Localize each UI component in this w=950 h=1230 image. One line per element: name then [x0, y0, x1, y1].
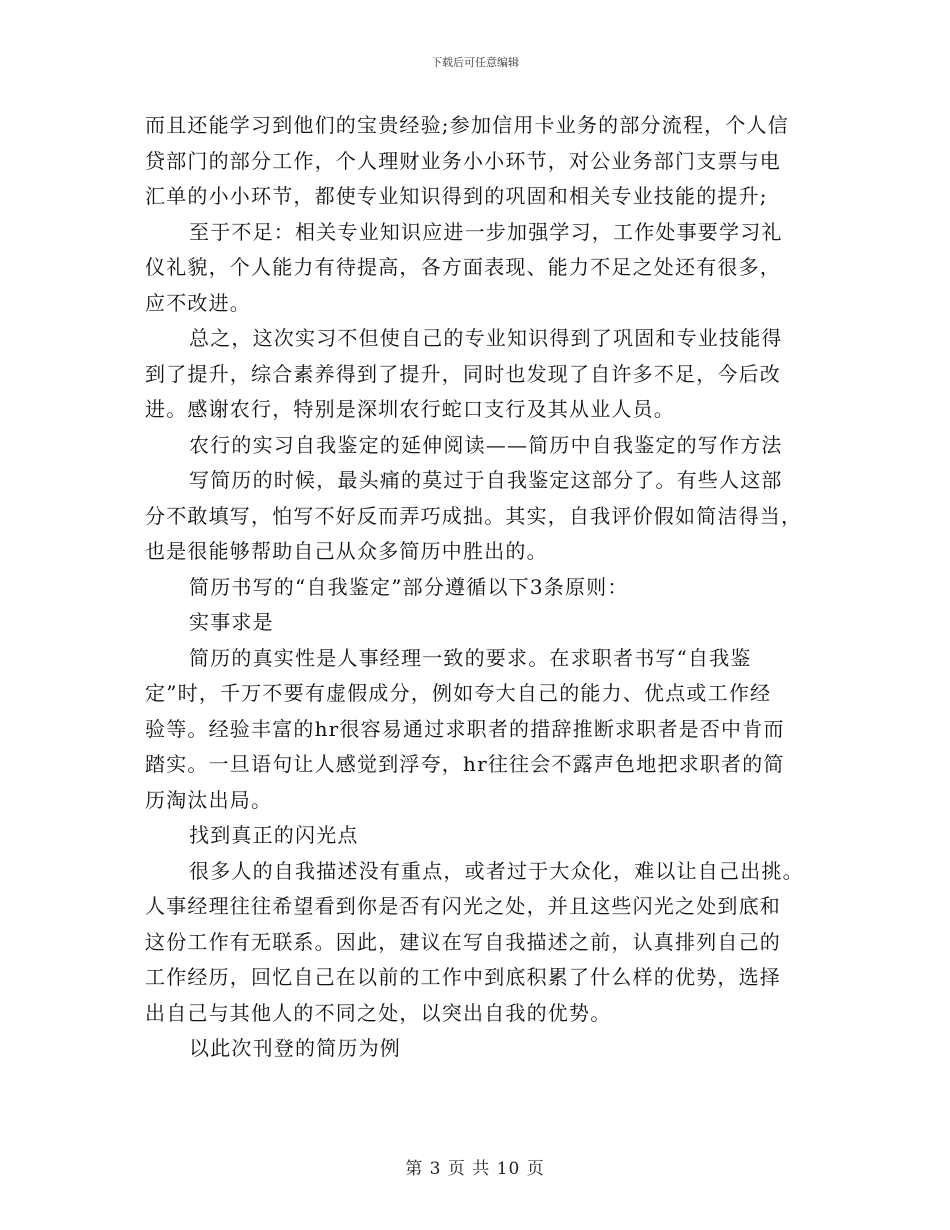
text-line: 汇单的小小环节，都使专业知识得到的巩固和相关专业技能的提升; [145, 184, 768, 208]
text-line: 人事经理往往希望看到你是否有闪光之处，并且这些闪光之处到底和 [145, 894, 781, 918]
text-line: 出自己与其他人的不同之处，以突出自我的优势。 [145, 1000, 612, 1025]
text-line: 这份工作有无联系。因此，建议在写自我描述之前，认真排列自己的 [145, 929, 781, 954]
text-line: 很多人的自我描述没有重点，或者过于大众化，难以让自己出挑。 [189, 858, 804, 883]
section-heading: 农行的实习自我鉴定的延伸阅读——简历中自我鉴定的写作方法 [189, 432, 783, 457]
text-line: 以此次刊登的简历为例 [189, 1036, 401, 1060]
text-line: 简历的真实性是人事经理一致的要求。在求职者书写“自我鉴 [189, 645, 752, 670]
text-line: 定”时，千万不要有虚假成分，例如夸大自己的能力、优点或工作经 [145, 681, 772, 705]
document-body [145, 108, 810, 1067]
subheading: 实事求是 [189, 610, 274, 634]
text-line: 踏实。一旦语句让人感觉到浮夸，hr往往会不露声色地把求职者的简 [145, 752, 785, 776]
text-line: 历淘汰出局。 [145, 787, 273, 812]
text-line: 验等。经验丰富的hr很容易通过求职者的措辞推断求职者是否中肯而 [145, 716, 785, 741]
text-line: 应不改进。 [145, 290, 251, 315]
subheading: 找到真正的闪光点 [189, 823, 359, 847]
text-line: 仪礼貌，个人能力有待提高，各方面表现、能力不足之处还有很多， [145, 255, 781, 279]
text-line: 至于不足：相关专业知识应进一步加强学习，工作处事要学习礼 [189, 219, 783, 244]
text-line: 进。感谢农行，特别是深圳农行蛇口支行及其从业人员。 [145, 397, 675, 421]
page-footer: 第 3 页 共 10 页 [405, 1159, 545, 1179]
text-line: 简历书写的“自我鉴定”部分遵循以下3条原则： [189, 574, 629, 599]
text-line: 工作经历，回忆自己在以前的工作中到底积累了什么样的优势，选择 [145, 965, 781, 989]
text-line: 到了提升，综合素养得到了提升，同时也发现了自许多不足，今后改 [145, 361, 781, 386]
page-header: 下载后可任意编辑 [431, 56, 519, 69]
text-line: 写简历的时候，最头痛的莫过于自我鉴定这部分了。有些人这部 [189, 468, 783, 492]
text-line: 也是很能够帮助自己从众多简历中胜出的。 [145, 539, 548, 563]
text-line: 而且还能学习到他们的宝贵经验;参加信用卡业务的部分流程，个人信 [145, 113, 789, 137]
text-line: 分不敢填写，怕写不好反而弄巧成拙。其实，自我评价假如简洁得当， [145, 503, 803, 528]
text-line: 总之，这次实习不但使自己的专业知识得到了巩固和专业技能得 [189, 326, 783, 350]
text-line: 贷部门的部分工作，个人理财业务小小环节，对公业务部门支票与电 [145, 148, 781, 173]
